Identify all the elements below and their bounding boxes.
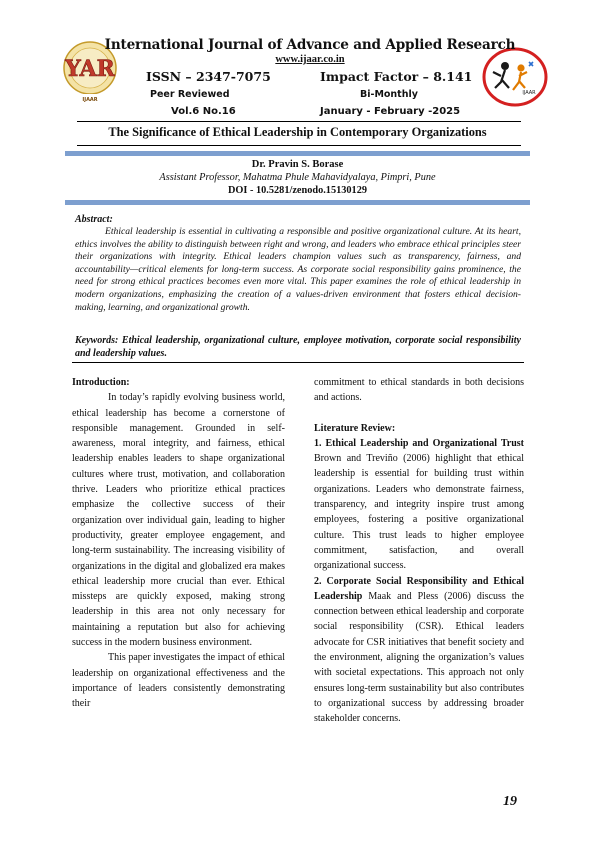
lit-item-2 bbox=[314, 574, 524, 727]
intro-heading: Introduction: bbox=[72, 377, 130, 388]
lit-item-1-text: Brown and Treviño (2006) highlight that ethical leadership is essential for building trust within organizations. Leaders who demonstrate fairness, transparency, and integrity inspire trust among employees, fostering a positive organizational culture. This trust leads to higher employee commitment, satisfaction, and overall organizational success. bbox=[314, 453, 524, 572]
issue-dates: January - February -2025 bbox=[320, 106, 461, 117]
doi: DOI - 10.5281/zenodo.15130129 bbox=[227, 185, 367, 196]
journal-title: International Journal of Advance and Applied Research bbox=[104, 37, 516, 53]
lit-item-1 bbox=[314, 436, 524, 574]
page-number: 19 bbox=[503, 794, 517, 809]
left-column bbox=[72, 375, 285, 712]
svg-text:IJAAR: IJAAR bbox=[82, 97, 98, 103]
lit-item-2-heading: 2. Corporate Social Responsibility and Ethical Leadership bbox=[314, 575, 524, 602]
intro-paragraph-1: In today’s rapidly evolving business world, ethical leadership has become a cornerstone of responsible management. Grounded in self-awareness, moral integrity, and fairness, ethical leadership enables leaders to shape organizational cultures where trust, motivation, and collaboration thrive. Leaders who prioritize ethical practices emphasize the collective success of their organization over individual gain, leading to higher productivity, greater employee engagement, and long-term sustainability. The increasing visibility of organizations in the digital and globalized era makes ethical leadership more crucial than ever. Ethical missteps are quickly exposed, making strong leadership in this area not only necessary for maintaining a reputation but also for achieving success in the modern business environment. bbox=[72, 392, 285, 649]
website-link[interactable]: www.ijaar.co.in bbox=[275, 54, 345, 65]
header-rule-top bbox=[77, 121, 521, 122]
lit-item-2-text: Maak and Pless (2006) discuss the connection between ethical leadership and corporate social responsibility (CSR). Ethical leaders advocate for CSR initiatives that benefit society and the environment, aligning the organization’s values with societal expectations. This approach not only ensures long-term sustainability but also contributes to organizational success by addressing broader stakeholder concerns. bbox=[314, 590, 524, 725]
svg-text:YAR: YAR bbox=[65, 56, 115, 82]
issn: ISSN – 2347-7075 bbox=[146, 69, 271, 84]
volume-number: Vol.6 No.16 bbox=[171, 106, 236, 117]
literature-heading: Literature Review: bbox=[314, 422, 396, 434]
paper-title: The Significance of Ethical Leadership in Contemporary Organizations bbox=[108, 125, 487, 139]
author-name: Dr. Pravin S. Borase bbox=[251, 159, 344, 170]
intro-continuation: commitment to ethical standards in both decisions and actions. bbox=[314, 377, 524, 404]
keywords: Keywords: Ethical leadership, organizational culture, employee motivation, corporate social responsibility and leadership values. bbox=[75, 335, 521, 359]
abstract-rule bbox=[72, 362, 524, 363]
lit-item-1-heading: 1. Ethical Leadership and Organizational Trust bbox=[314, 437, 524, 449]
svg-text:IJAAR: IJAAR bbox=[522, 90, 536, 96]
title-blue-bar bbox=[65, 151, 530, 156]
title-rule bbox=[77, 145, 521, 146]
abstract-heading: Abstract: bbox=[75, 214, 113, 225]
frequency: Bi-Monthly bbox=[360, 89, 418, 100]
abstract-text: Ethical leadership is essential in cultivating a responsible and positive organizational culture. At its heart, ethics involves the ability to distinguish between right and wrong, and leaders who embrace ethical principles steer their organizations with integrity. Ethical leaders champion values such as transparency, fairness, and accountability—critical elements for long-term success. As corporate social responsibility gains prominence, the need for strong ethical practices becomes even more vital. This paper examines the role of ethical leadership in modern organizations, emphasizing the creation of a values-driven environment that fosters ethical decision-making, learning, and organizational growth. bbox=[75, 226, 521, 313]
peer-reviewed: Peer Reviewed bbox=[150, 89, 230, 100]
intro-paragraph-2: This paper investigates the impact of ethical leadership on organizational effectiveness and the importance of leaders consistently demonstrating their bbox=[72, 652, 285, 710]
doi-blue-bar bbox=[65, 200, 530, 205]
impact-factor: Impact Factor – 8.141 bbox=[320, 69, 473, 84]
right-column bbox=[314, 375, 524, 727]
author-affiliation: Assistant Professor, Mahatma Phule Mahavidyalaya, Pimpri, Pune bbox=[159, 172, 436, 183]
